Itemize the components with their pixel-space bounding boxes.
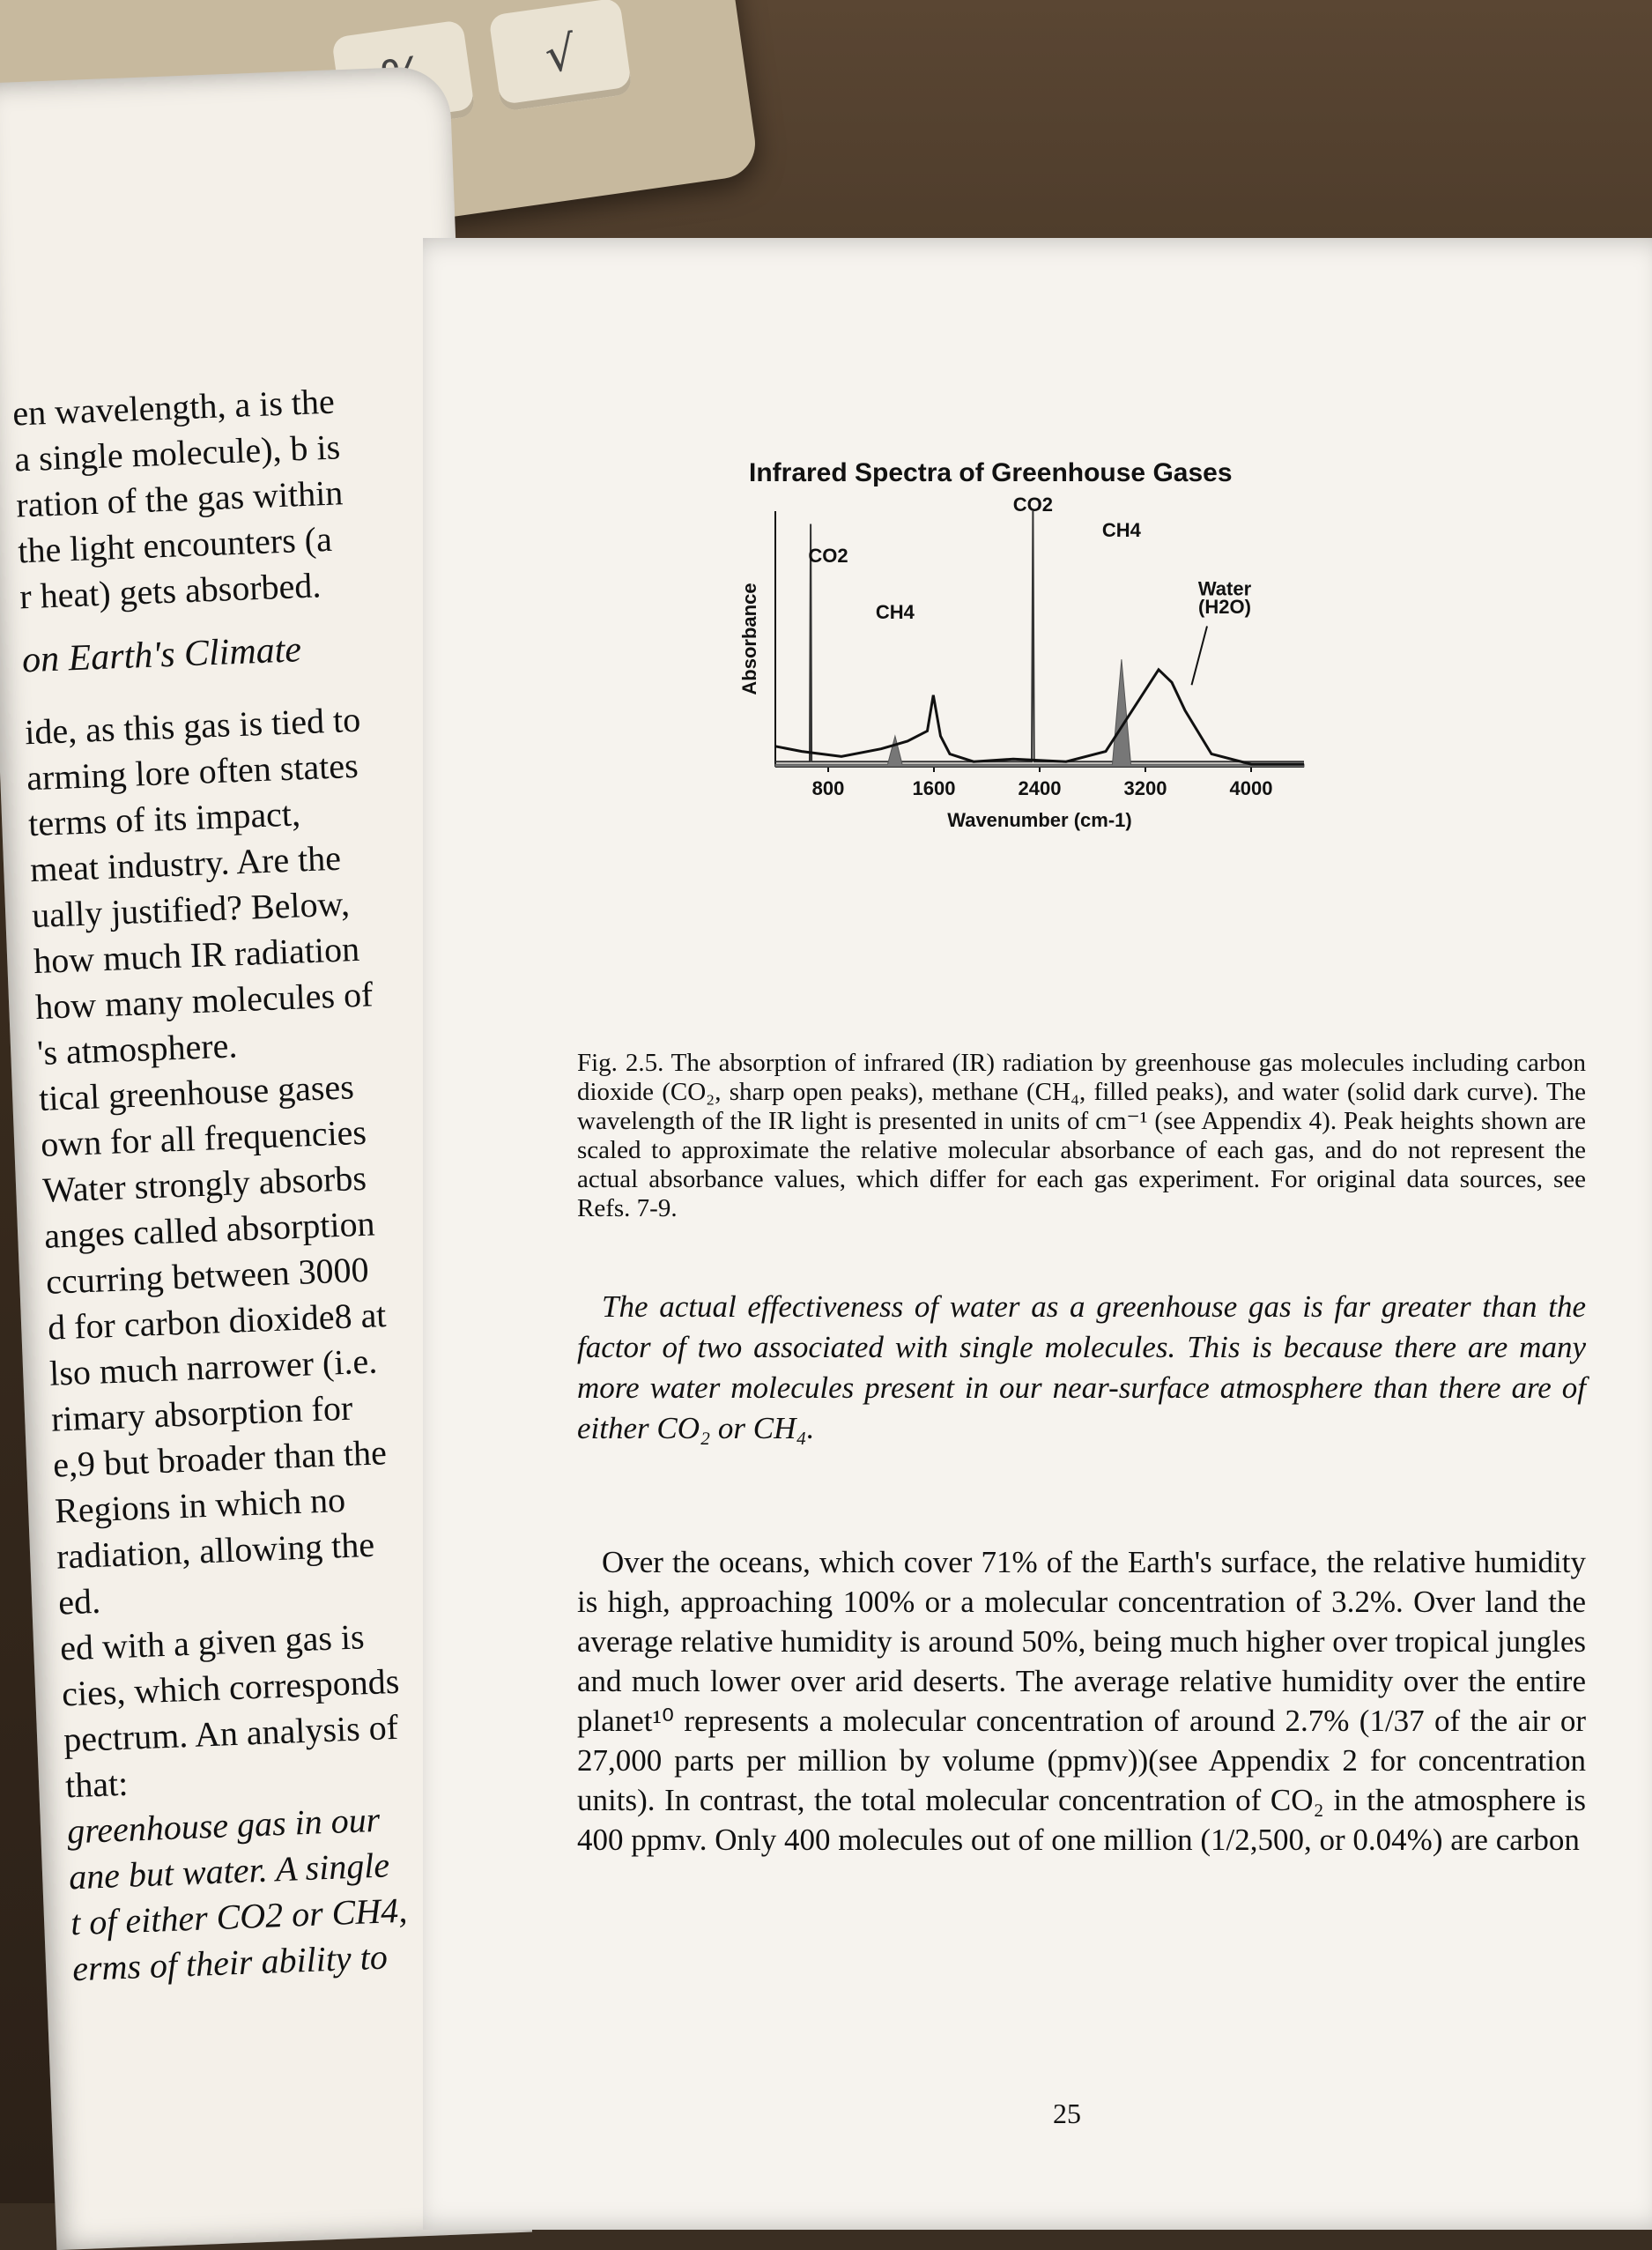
left-line: own for all frequencies (40, 1111, 367, 1164)
left-line: how much IR radiation (33, 928, 360, 982)
series-water-h2o- (775, 670, 1304, 764)
annotation-label: CO2 (808, 545, 848, 567)
left-line: meat industry. Are the (29, 837, 342, 890)
chart-title: Infrared Spectra of Greenhouse Gases (749, 458, 1233, 487)
left-line: t of either CO2 or CH4, (70, 1890, 409, 1943)
left-line: ed with a given gas is (59, 1616, 366, 1668)
x-axis-label: Wavenumber (cm-1) (947, 809, 1132, 831)
left-line: ccurring between 3000 (45, 1249, 370, 1302)
y-axis-label: Absorbance (738, 583, 760, 695)
series-co2 (775, 511, 1304, 761)
left-line: d for carbon dioxide8 at (47, 1295, 388, 1348)
left-line: Regions in which no (54, 1480, 346, 1531)
section-heading: on Earth's Climate (21, 629, 302, 681)
left-line: ed. (57, 1580, 101, 1623)
left-line: arming lore often states (26, 745, 359, 798)
left-line: a single molecule), b is (13, 427, 341, 479)
annotation-label: (H2O) (1198, 596, 1251, 618)
square-root-key: √ (488, 0, 633, 112)
left-line: r heat) gets absorbed. (19, 565, 322, 617)
left-line: anges called absorption (43, 1203, 376, 1256)
annotation-label: CH4 (875, 600, 915, 623)
left-line: terms of its impact, (27, 793, 301, 844)
annotation-label: CO2 (1012, 494, 1053, 516)
spectrum-chart (714, 458, 1348, 864)
x-tick-label: 4000 (1229, 777, 1273, 799)
left-line: tical greenhouse gases (38, 1066, 355, 1118)
left-line: cies, which corresponds (61, 1660, 401, 1714)
left-line: ide, as this gas is tied to (24, 699, 361, 753)
annotation-label: CH4 (1101, 519, 1141, 541)
left-line: pectrum. An analysis of (63, 1706, 399, 1760)
left-line: e,9 but broader than the (52, 1432, 388, 1485)
left-line: ration of the gas within (15, 472, 344, 525)
left-line: ane but water. A single (68, 1845, 390, 1897)
left-line: en wavelength, a is the (11, 381, 336, 434)
x-tick-label: 3200 (1123, 777, 1167, 799)
annotation-label: Water (1197, 577, 1252, 600)
series-ch4 (775, 659, 1304, 767)
right-page (423, 238, 1652, 2230)
left-line: rimary absorption for (50, 1387, 353, 1439)
chart-svg (714, 494, 1348, 864)
x-tick-label: 1600 (912, 777, 956, 799)
x-tick-label: 2400 (1018, 777, 1062, 799)
left-line: ually justified? Below, (31, 883, 351, 936)
italic-paragraph: The actual effectiveness of water as a greenhouse gas is far greater than the factor of two associated with single molecules. This is because there are many more water molecules present in our near-surface atmosphere than there are of either CO₂ or CH₄. (577, 1289, 1586, 1445)
left-line: greenhouse gas in our (66, 1799, 381, 1852)
water-arrow (1192, 627, 1208, 686)
left-line: 's atmosphere. (36, 1025, 239, 1073)
x-tick-label: 800 (811, 777, 845, 799)
page-number: 25 (1053, 2098, 1081, 2129)
body-paragraph: Over the oceans, which cover 71% of the Earth's surface, the relative humidity is high, approaching 100% or a molecular concentration of 3.2%. Over land the average relative humidity is around 50%, being much higher over tropical jungles and much lower over arid deserts. The average relative humidity over the entire planet¹⁰ represents a molecular concentration of around 2.7% (1/37 of the air or 27,000 parts per million by volume (ppmv))(see Appendix 2 for concentration units). In contrast, the total molecular concentration of CO₂ in the atmosphere is 400 ppmv. Only 400 molecules out of one million (1/2,500, or 0.04%) are carbon (577, 1545, 1586, 1857)
figure-caption: Fig. 2.5. The absorption of infrared (IR) radiation by greenhouse gas molecules including carbon dioxide (CO₂, sharp open peaks), methane (CH₄, filled peaks), and water (solid dark curve). The wavelength of the IR light is presented in units of cm⁻¹ (see Appendix 4). Peak heights shown are scaled to approximate the relative molecular absorbance of each gas, and do not represent the actual absorbance values, which differ for each gas experiment. For original data sources, see Refs. 7-9. (577, 1049, 1586, 1222)
left-line: erms of their ability to (71, 1936, 389, 1989)
left-line: radiation, allowing the (56, 1524, 375, 1577)
left-line: lso much narrower (i.e. (48, 1340, 378, 1393)
left-line: the light encounters (a (17, 518, 333, 571)
left-line: how many molecules of (34, 974, 374, 1028)
left-line: Water strongly absorbs (41, 1157, 367, 1210)
left-line: that: (64, 1763, 130, 1806)
